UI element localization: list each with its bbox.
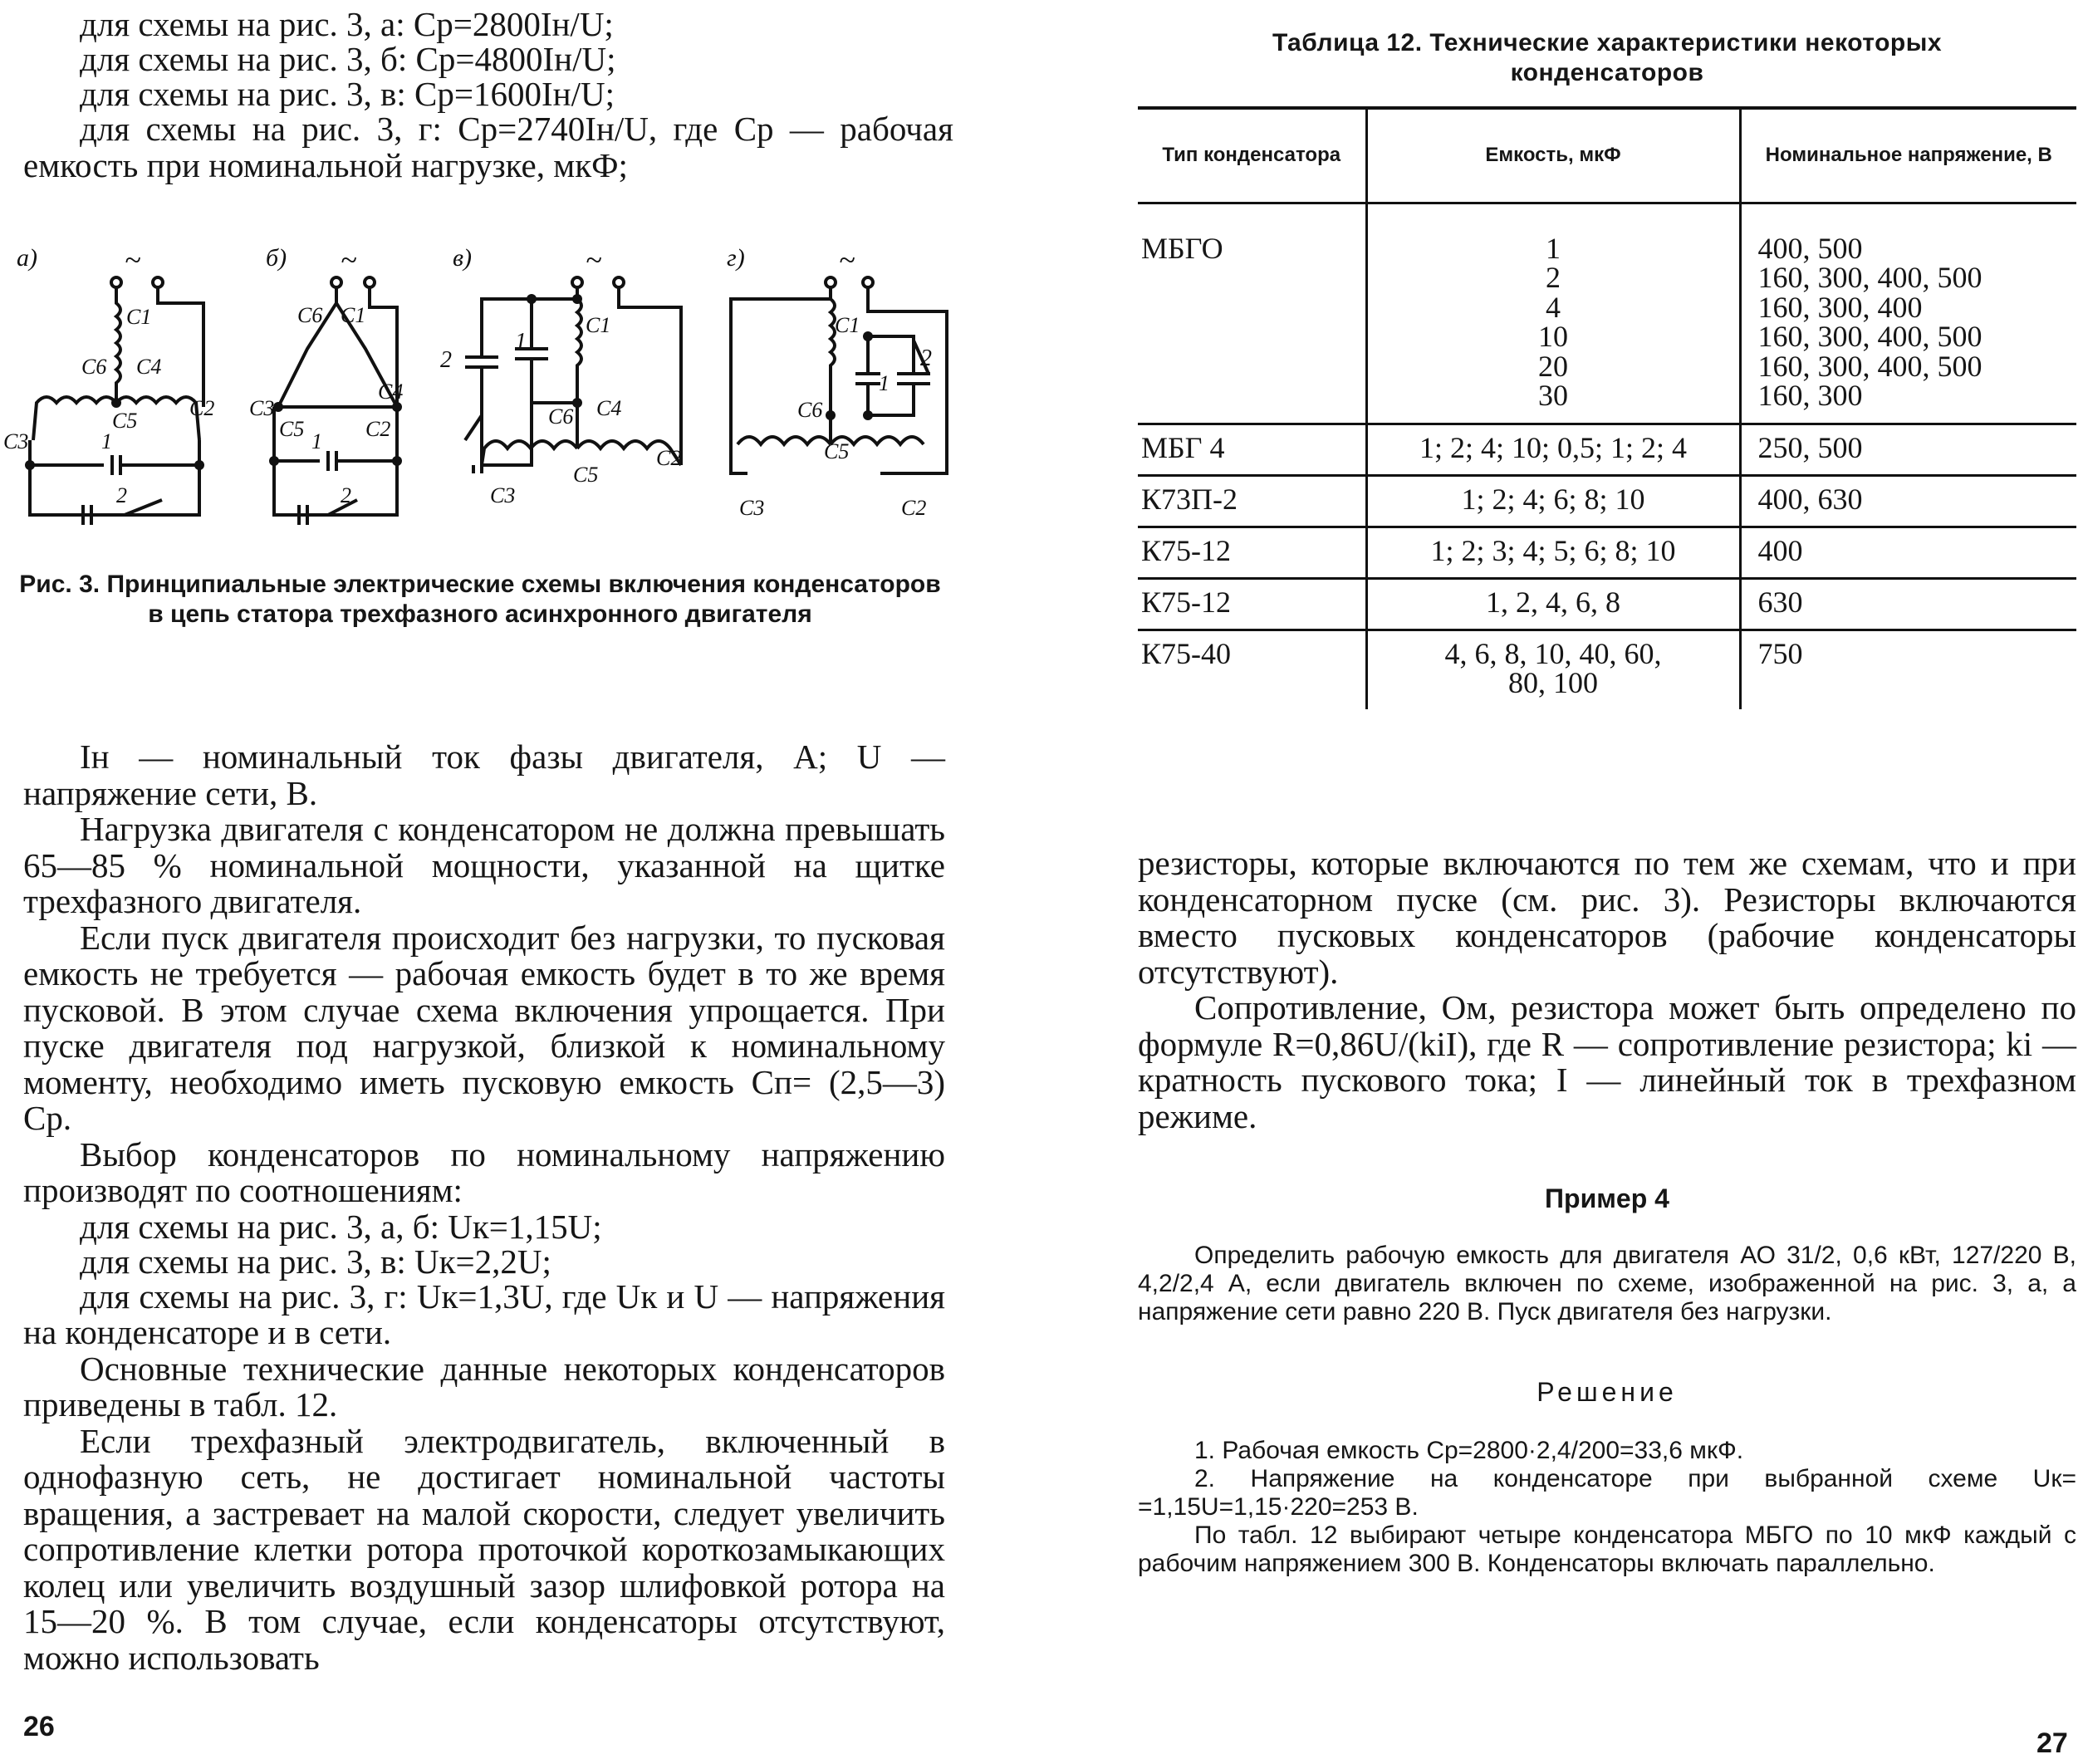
- cell-type: К75-40: [1141, 636, 1231, 670]
- cell-voltage: 400, 500 160, 300, 400, 500 160, 300, 400 160, 300, 400, 500 160, 300, 400, 500 160, 300: [1740, 203, 2076, 424]
- coil-label: C6: [548, 404, 574, 429]
- coil-label: C1: [126, 305, 152, 329]
- paragraph: Нагрузка двигателя с конденсатором не должна превышать 65—85 % номинальной мощности, указанной на щитке трехфазного двигателя.: [23, 810, 945, 920]
- right-page: [1138, 0, 2076, 1764]
- cell-capacitance: 1; 2; 4; 10; 0,5; 1; 2; 4: [1366, 424, 1740, 475]
- tilde-symbol: ~: [839, 243, 855, 277]
- formula-line: для схемы на рис. 3, б: Cр=4800Iн/U;: [80, 40, 616, 78]
- formula-line: для схемы на рис. 3, в: Cр=1600Iн/U;: [80, 75, 615, 113]
- solution-block: [1138, 1437, 2076, 1578]
- coil-label: C3: [490, 483, 516, 507]
- page-number: 27: [2036, 1727, 2068, 1759]
- cell-capacitance: 1; 2; 4; 6; 8; 10: [1366, 475, 1740, 527]
- panel-label: г): [727, 244, 745, 272]
- conclusion: По табл. 12 выбирают четыре конденсатора МБГО по 10 мкФ каждый с рабочим напряжением 300 В. Конденсаторы включать параллельно.: [1138, 1521, 2076, 1577]
- table-row: [1138, 475, 2076, 527]
- voltage-line-last: для схемы на рис. 3, г: Uк=1,3U, где Uк и U — напряжения на конденсаторе и в сети.: [23, 1276, 945, 1351]
- coil-label: C2: [656, 446, 682, 470]
- cell-capacitance: 1, 2, 4, 6, 8: [1366, 578, 1740, 630]
- capacitor-label: 2: [116, 483, 127, 507]
- table-row: [1138, 578, 2076, 630]
- paragraph: Iн — номинальный ток фазы двигателя, А; U — напряжение сети, В.: [23, 737, 945, 812]
- coil-label: C1: [341, 303, 366, 327]
- cell-type: МБГ 4: [1141, 430, 1225, 464]
- capacitor-label: 2: [920, 345, 932, 371]
- coil-label: C6: [81, 355, 107, 379]
- column-header: Тип конденсатора: [1162, 144, 1341, 167]
- cell-voltage: 400, 630: [1740, 475, 2076, 527]
- cell-capacitance: 4, 6, 8, 10, 40, 60, 80, 100: [1366, 630, 1740, 709]
- example-text: Определить рабочую емкость для двигателя АО 31/2, 0,6 кВт, 127/220 В, 4,2/2,4 А, если двигатель включен по схеме, изображенной на рис. 3, а, а напряжение сети равно 220 В. Пуск двигателя без нагрузки.: [1138, 1242, 2076, 1325]
- coil-label: C3: [3, 429, 29, 453]
- coil-label: C5: [279, 417, 305, 441]
- solution-step: 2. Напряжение на конденсаторе при выбранной схеме Uк= =1,15U=1,15·220=253 В.: [1138, 1465, 2076, 1521]
- solution-step: 1. Рабочая емкость Cр=2800·2,4/200=33,6 мкФ.: [1194, 1437, 1744, 1464]
- tilde-symbol: ~: [586, 243, 602, 277]
- table-title: Таблица 12. Технические характеристики некоторых конденсаторов: [1272, 29, 1943, 86]
- schematic-c: [465, 277, 681, 473]
- cell-capacitance: 1 2 4 10 20 30: [1366, 203, 1740, 424]
- spec-table: [1138, 110, 2076, 709]
- table-row: [1138, 527, 2076, 578]
- voltage-line: для схемы на рис. 3, в: Uк=2,2U;: [80, 1242, 551, 1281]
- panel-label: а): [17, 244, 37, 272]
- paragraph: Если трехфазный электродвигатель, включенный в однофазную сеть, не достигает номинальной частоты вращения, а застревает на малой скорости, следует увеличить сопротивление клетки ротора проточкой короткозамыкающих колец или увеличить воздушный зазор шлифовкой ротора на 15—20 %. В том случае, если конденсаторы отсутствуют, можно использовать: [23, 1421, 945, 1677]
- capacitor-label: 1: [101, 429, 112, 453]
- coil-label: C2: [365, 417, 391, 441]
- table-row: [1138, 424, 2076, 475]
- cell-type: К75-12: [1141, 533, 1231, 567]
- formula-block: [23, 7, 962, 184]
- cell-voltage: 400: [1740, 527, 2076, 578]
- cell-type: МБГО: [1141, 231, 1223, 265]
- capacitor-label: 1: [311, 429, 322, 453]
- cell-capacitance: 1; 2; 3; 4; 5; 6; 8; 10: [1366, 527, 1740, 578]
- right-body-text: [1138, 845, 2076, 1134]
- capacitor-label: 2: [440, 347, 452, 373]
- paragraph: Сопротивление, Ом, резистора может быть определено по формуле R=0,86U/(kiI), где R — сопротивление резистора; ki — кратность пускового тока; I — линейный ток в трехфазном режиме.: [1138, 988, 2076, 1135]
- capacitor-label: 2: [341, 483, 351, 507]
- figure-3-schematics: [0, 241, 963, 540]
- coil-label: C1: [586, 313, 611, 337]
- panel-label: в): [453, 244, 473, 272]
- coil-label: C4: [378, 380, 404, 404]
- page-number: 26: [23, 1711, 55, 1742]
- formula-line-last: для схемы на рис. 3, г: Cр=2740Iн/U, где Cр — рабочая емкость при номинальной нагрузке, мкФ;: [23, 110, 953, 184]
- coil-label: C6: [297, 303, 323, 327]
- tilde-symbol: ~: [341, 243, 357, 277]
- example-title: Пример 4: [1545, 1183, 1669, 1213]
- coil-label: C4: [596, 396, 622, 420]
- figure-caption: Рис. 3. Принципиальные электрические схемы включения конденсаторов в цепь статора трехфазного асинхронного двигателя: [19, 571, 941, 628]
- cell-voltage: 630: [1740, 578, 2076, 630]
- left-page: [0, 0, 963, 1764]
- cell-type: К75-12: [1141, 585, 1231, 619]
- coil-label: C5: [824, 439, 850, 463]
- paragraph: резисторы, которые включаются по тем же схемам, что и при конденсаторном пуске (см. рис. 3). Резисторы включаются вместо пусковых конденсаторов (рабочие конденсаторы отсутствуют).: [1138, 844, 2076, 991]
- tilde-symbol: ~: [125, 243, 141, 277]
- coil-label: C2: [901, 496, 927, 520]
- paragraph: Основные технические данные некоторых конденсаторов приведены в табл. 12.: [23, 1349, 945, 1423]
- coil-label: C1: [835, 313, 860, 337]
- coil-label: C6: [797, 398, 823, 422]
- table-row: [1138, 630, 2076, 709]
- panel-label: б): [266, 244, 287, 272]
- cell-type: К73П-2: [1141, 482, 1238, 516]
- capacitor-label: 1: [879, 371, 890, 395]
- paragraph: Выбор конденсаторов по номинальному напряжению производят по соотношениям:: [23, 1134, 945, 1209]
- solution-title: Решение: [1537, 1377, 1678, 1407]
- formula-line: для схемы на рис. 3, а: Cр=2800Iн/U;: [80, 5, 614, 43]
- column-header: Номинальное напряжение, В: [1740, 110, 2076, 203]
- coil-label: C5: [573, 463, 599, 487]
- coil-label: C3: [739, 496, 765, 520]
- coil-label: C2: [189, 396, 215, 420]
- coil-label: C4: [136, 355, 162, 379]
- body-text: [23, 739, 945, 1676]
- spec-table-wrapper: [1138, 106, 2076, 709]
- cell-voltage: 750: [1740, 630, 2076, 709]
- coil-label: C3: [249, 396, 275, 420]
- column-header: Емкость, мкФ: [1366, 110, 1740, 203]
- capacitor-label: 1: [515, 329, 527, 355]
- cell-voltage: 250, 500: [1740, 424, 2076, 475]
- table-row: [1138, 203, 2076, 424]
- voltage-line: для схемы на рис. 3, а, б: Uк=1,15U;: [80, 1207, 602, 1246]
- paragraph: Если пуск двигателя происходит без нагрузки, то пусковая емкость не требуется — рабочая емкость будет в то же время пусковой. В этом случае схема включения упрощается. При пуске двигателя под нагрузкой, близкой к номинальному моменту, необходимо иметь пусковую емкость Cп= (2,5—3) Cр.: [23, 918, 945, 1137]
- coil-label: C5: [112, 409, 138, 433]
